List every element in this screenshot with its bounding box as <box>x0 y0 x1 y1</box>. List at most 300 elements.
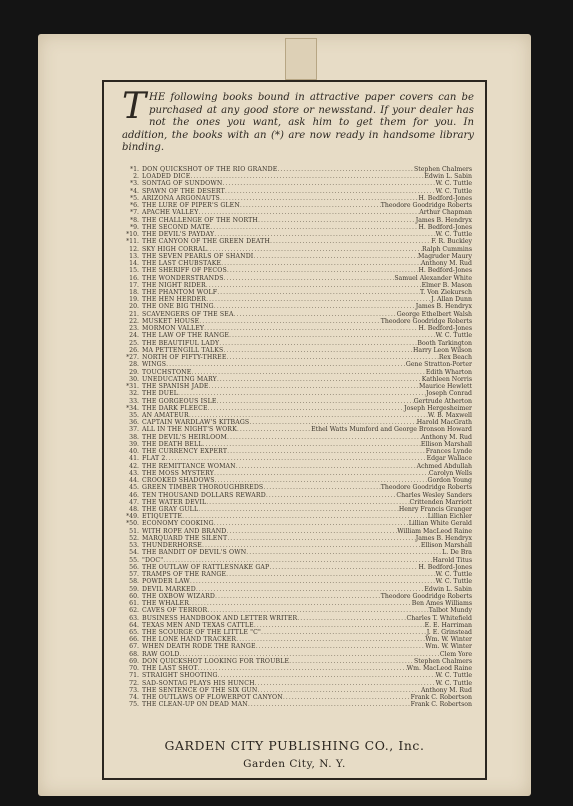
book-author: Frank C. Robertson <box>410 694 472 702</box>
cover-tab <box>285 38 317 80</box>
book-author: Anthony M. Rud <box>421 433 472 441</box>
book-number: 45. <box>129 484 139 492</box>
book-author: Elmer B. Mason <box>421 281 472 289</box>
book-number: 20. <box>129 303 139 311</box>
book-entry <box>122 672 472 679</box>
leader-dots <box>222 180 435 187</box>
book-author: Theodore Goodridge Roberts <box>380 317 472 325</box>
book-entry <box>122 260 472 267</box>
leader-dots <box>166 361 406 368</box>
book-title: THE CURRENCY EXPERT <box>142 448 228 456</box>
book-author: Booth Tarkington <box>417 339 472 347</box>
book-author: Stephen Chalmers <box>414 657 472 665</box>
leader-dots <box>190 578 436 585</box>
book-entry <box>122 549 472 556</box>
book-author: Frances Lynde <box>425 448 472 456</box>
leader-dots <box>182 513 428 520</box>
leader-dots <box>208 405 404 412</box>
book-number: 15. <box>129 267 139 275</box>
leader-dots <box>258 217 416 224</box>
book-title: THE WATER DEVIL <box>142 498 207 506</box>
book-number: 62. <box>129 607 139 615</box>
book-title: THE MOSS MYSTERY <box>142 469 215 477</box>
book-entry <box>122 347 472 354</box>
book-number: 47. <box>129 498 139 506</box>
book-title: WHEN DEATH RODE THE RANGE <box>142 643 256 651</box>
book-number: *31. <box>126 383 139 391</box>
book-entry <box>122 195 472 202</box>
book-number: 54. <box>129 549 139 557</box>
book-number: 33. <box>129 397 139 405</box>
leader-dots <box>214 303 416 310</box>
leader-dots <box>207 246 422 253</box>
leader-dots <box>215 593 381 600</box>
book-author: W. C. Tuttle <box>435 180 472 188</box>
book-author: Charles T. Whitefield <box>406 614 472 622</box>
book-author: H. Bedford-Jones <box>418 563 472 571</box>
book-entry <box>122 484 472 491</box>
book-author: W. C. Tuttle <box>435 679 472 687</box>
book-number: 26. <box>129 346 139 354</box>
book-title: WITH ROPE AND BRAND <box>142 527 227 535</box>
book-entry <box>122 477 472 484</box>
book-title: TRAMPS OF THE RANGE <box>142 571 227 579</box>
book-number: *27. <box>126 354 139 362</box>
book-title: FLAT 2 <box>142 455 166 463</box>
book-title: THE DUEL <box>142 390 179 398</box>
book-title: MORMON VALLEY <box>142 325 205 333</box>
book-author: Arthur Chapman <box>419 209 472 217</box>
book-entry <box>122 202 472 209</box>
book-author: Gene Stratton-Porter <box>405 361 472 369</box>
book-number: 61. <box>129 600 139 608</box>
book-entry <box>122 426 472 433</box>
book-title: THE BANDIT OF DEVIL'S OWN <box>142 549 247 557</box>
book-entry <box>122 463 472 470</box>
book-author: James B. Hendryx <box>415 216 472 224</box>
leader-dots <box>229 332 436 339</box>
book-author: W. C. Tuttle <box>435 578 472 586</box>
book-number: *6. <box>130 202 139 210</box>
leader-dots <box>240 202 381 209</box>
book-number: 70. <box>129 665 139 673</box>
leader-dots <box>283 694 411 701</box>
book-title: CAPTAIN WARDLAW'S KITBAGS <box>142 419 250 427</box>
book-author: H. Bedford-Jones <box>418 194 472 202</box>
book-title: LOADED DICE <box>142 173 191 181</box>
book-number: 56. <box>129 563 139 571</box>
book-entry <box>122 578 472 585</box>
book-title: THE WONDERSTRANDS <box>142 274 224 282</box>
book-author: Anthony M. Rud <box>421 260 472 268</box>
book-entry <box>122 405 472 412</box>
leader-dots <box>214 520 409 527</box>
book-number: 59. <box>129 585 139 593</box>
book-title: CAVES OF TERROR <box>142 607 208 615</box>
book-entry <box>122 217 472 224</box>
book-number: 67. <box>129 643 139 651</box>
leader-dots <box>221 260 421 267</box>
book-entry <box>122 694 472 701</box>
book-entry <box>122 166 472 173</box>
leader-dots <box>198 506 399 513</box>
book-title: CROOKED SHADOWS <box>142 477 215 485</box>
book-author: F. R. Buckley <box>431 238 472 246</box>
book-entry <box>122 636 472 643</box>
book-entry <box>122 571 472 578</box>
book-author: J. E. Grinstead <box>426 629 472 636</box>
leader-dots <box>198 665 407 672</box>
book-number: 29. <box>129 368 139 376</box>
book-author: Edith Wharton <box>425 368 472 376</box>
book-author: Magruder Maury <box>418 252 472 260</box>
book-title: DON QUICKSHOT LOOKING FOR TROUBLE <box>142 657 290 665</box>
book-number: 24. <box>129 332 139 340</box>
book-title: THE LURE OF PIPER'S GLEN <box>142 202 240 210</box>
leader-dots <box>256 643 426 650</box>
book-author: Rex Beach <box>438 354 472 362</box>
book-title: THE LAST CHUBSTAKE <box>142 260 222 268</box>
book-entry <box>122 383 472 390</box>
book-entry <box>122 369 472 376</box>
book-title: THE CHALLENGE OF THE NORTH <box>142 216 258 224</box>
book-title: THE REMITTANCE WOMAN <box>142 462 236 470</box>
book-number: *7. <box>130 209 139 217</box>
book-entry <box>122 303 472 310</box>
book-number: 74. <box>129 694 139 702</box>
book-author: Charles Wesley Sanders <box>396 491 472 499</box>
book-author: H. Bedford-Jones <box>418 325 472 333</box>
leader-dots <box>202 542 421 549</box>
book-number: 72. <box>129 679 139 687</box>
book-title: THE LONE HAND TRACKER <box>142 636 237 644</box>
book-number: 21. <box>129 310 139 318</box>
leader-dots <box>227 448 426 455</box>
leader-dots <box>266 492 397 499</box>
leader-dots <box>206 499 409 506</box>
book-number: 35. <box>129 411 139 419</box>
leader-dots <box>206 282 422 289</box>
book-title: AN AMATEUR <box>142 411 189 419</box>
book-entry <box>122 296 472 303</box>
book-title: SONTAG OF SUNDOWN <box>142 180 223 188</box>
book-author: George Ethelbert Walsh <box>396 310 472 318</box>
leader-dots <box>297 615 406 622</box>
book-number: 37. <box>129 426 139 434</box>
book-author: Edgar Wallace <box>426 455 472 463</box>
book-title: SCAVENGERS OF THE SEA <box>142 310 234 318</box>
book-author: W. C. Tuttle <box>435 672 472 680</box>
leader-dots <box>257 687 421 694</box>
leader-dots <box>218 672 436 679</box>
book-entry <box>122 282 472 289</box>
book-number: 19. <box>129 296 139 304</box>
book-entry <box>122 325 472 332</box>
book-number: 63. <box>129 614 139 622</box>
leader-dots <box>289 658 414 665</box>
book-entry <box>122 253 472 260</box>
book-author: Wm. W. Winter <box>425 643 472 651</box>
book-title: THE PHANTOM WOLF <box>142 288 218 296</box>
book-number: 60. <box>129 592 139 600</box>
book-title: THE LAW OF THE RANGE <box>142 332 229 340</box>
book-author: W. C. Tuttle <box>435 332 472 340</box>
book-entry <box>122 180 472 187</box>
book-number: 58. <box>129 578 139 586</box>
leader-dots <box>223 347 413 354</box>
book-entry <box>122 513 472 520</box>
book-author: W. B. Maxwell <box>427 411 472 419</box>
book-entry <box>122 499 472 506</box>
book-entry <box>122 231 472 238</box>
book-entry <box>122 267 472 274</box>
drop-cap: T <box>122 86 147 127</box>
book-author: Theodore Goodridge Roberts <box>380 592 472 600</box>
leader-dots <box>220 195 418 202</box>
book-number: 13. <box>129 252 139 260</box>
book-title: UNEDUCATING MARY <box>142 375 217 383</box>
leader-dots <box>263 484 380 491</box>
book-entry <box>122 506 472 513</box>
book-title: THE DEATH BELL <box>142 440 203 448</box>
book-author: E. E. Harriman <box>424 621 472 629</box>
publisher-place: Garden City, N. Y. <box>243 758 346 770</box>
book-author: Wm. MacLeod Raine <box>406 665 472 673</box>
leader-dots <box>237 426 311 433</box>
book-author: Joseph Hergesheimer <box>404 404 472 412</box>
book-number: 55. <box>129 556 139 564</box>
book-list <box>122 166 472 709</box>
book-number: 64. <box>129 621 139 629</box>
book-title: THE SECOND MATE <box>142 223 211 231</box>
book-entry <box>122 340 472 347</box>
book-author: Carolyn Wells <box>428 469 472 477</box>
book-number: 36. <box>129 419 139 427</box>
book-entry <box>122 354 472 361</box>
book-number: 42. <box>129 462 139 470</box>
book-author: Joseph Conrad <box>425 390 472 398</box>
book-title: RAW GOLD <box>142 650 180 658</box>
book-entry <box>122 593 472 600</box>
book-title: THE SEVEN PEARLS OF SHANDI <box>142 252 254 260</box>
book-title: THE LAST SHOT <box>142 665 198 673</box>
book-author: Frank C. Robertson <box>410 701 472 709</box>
book-author: Wm. W. Winter <box>425 636 472 644</box>
book-number: *1. <box>130 166 139 173</box>
book-entry <box>122 455 472 462</box>
leader-dots <box>227 267 419 274</box>
leader-dots <box>189 412 428 419</box>
book-number: 52. <box>129 534 139 542</box>
leader-dots <box>270 238 431 245</box>
book-number: *49. <box>126 513 139 521</box>
book-number: 12. <box>129 245 139 253</box>
book-author: James B. Hendryx <box>415 534 472 542</box>
book-number: 41. <box>129 455 139 463</box>
leader-dots <box>209 383 419 390</box>
leader-dots <box>219 340 417 347</box>
book-title: SKY HIGH CORRAL <box>142 245 207 253</box>
book-title: MA PETTENGILL TALKS <box>142 346 224 354</box>
book-number: 32. <box>129 390 139 398</box>
leader-dots <box>224 275 395 282</box>
leader-dots <box>217 376 422 383</box>
book-author: Ethel Watts Mumford and George Bronson Howard <box>311 426 472 434</box>
book-entry <box>122 173 472 180</box>
leader-dots <box>203 441 421 448</box>
leader-dots <box>236 636 425 643</box>
leader-dots <box>206 296 431 303</box>
leader-dots <box>191 369 425 376</box>
book-author: T. Von Ziekursch <box>420 288 472 296</box>
book-author: Ben Ames Williams <box>411 600 472 608</box>
book-title: STRAIGHT SHOOTING <box>142 672 218 680</box>
book-number: 44. <box>129 477 139 485</box>
book-author: Edwin L. Sabin <box>424 585 472 593</box>
book-number: 25. <box>129 339 139 347</box>
book-number: *8. <box>130 216 139 224</box>
book-title: THE SENTENCE OF THE SIX GUN <box>142 686 258 694</box>
leader-dots <box>178 390 426 397</box>
leader-dots <box>217 398 414 405</box>
leader-dots <box>226 571 435 578</box>
book-title: THE BEAUTIFUL LADY <box>142 339 220 347</box>
book-author: Ralph Cummins <box>422 245 472 253</box>
leader-dots <box>249 419 416 426</box>
book-entry <box>122 332 472 339</box>
book-author: Anthony M. Rud <box>421 686 472 694</box>
leader-dots <box>227 434 421 441</box>
book-number: *5. <box>130 194 139 202</box>
book-number: *11. <box>126 238 139 246</box>
book-title: NORTH OF FIFTY-THREE <box>142 354 227 362</box>
book-author: Samuel Alexander White <box>394 274 472 282</box>
book-entry <box>122 448 472 455</box>
book-entry <box>122 701 472 708</box>
book-title: SPAWN OF THE DESERT <box>142 187 225 195</box>
book-entry <box>122 658 472 665</box>
book-title: THE SHERIFF OF PECOS <box>142 267 227 275</box>
book-entry <box>122 412 472 419</box>
leader-dots <box>254 622 425 629</box>
book-author: W. C. Tuttle <box>435 187 472 195</box>
book-number: 23. <box>129 325 139 333</box>
book-author: Edwin L. Sabin <box>424 173 472 181</box>
book-entry <box>122 246 472 253</box>
book-author: Crittenden Marriott <box>409 498 472 506</box>
book-entry <box>122 680 472 687</box>
book-entry <box>122 209 472 216</box>
book-title: THE WHALER <box>142 600 190 608</box>
book-entry <box>122 607 472 614</box>
leader-dots <box>214 470 429 477</box>
book-number: *50. <box>126 520 139 528</box>
book-title: THE GRAY GULL <box>142 506 199 514</box>
leader-dots <box>236 463 417 470</box>
book-title: POWDER LAW <box>142 578 190 586</box>
book-author: Henry Francis Granger <box>398 506 472 514</box>
book-author: Talbot Mundy <box>428 607 472 615</box>
leader-dots <box>180 651 440 658</box>
book-title: APACHE VALLEY <box>142 209 199 217</box>
leader-dots <box>215 477 428 484</box>
book-number: 30. <box>129 375 139 383</box>
book-number: *10. <box>126 231 139 239</box>
book-number: 68. <box>129 650 139 658</box>
book-title: THE DARK FLEECE <box>142 404 208 412</box>
book-number: 2. <box>133 173 139 181</box>
book-title: THE ONE BIG THING <box>142 303 214 311</box>
book-author: Gordon Young <box>427 477 472 485</box>
book-number: *34. <box>126 404 139 412</box>
book-title: MUSKET HOUSE <box>142 317 200 325</box>
book-entry <box>122 311 472 318</box>
leader-dots <box>234 311 397 318</box>
book-author: H. Bedford-Jones <box>418 223 472 231</box>
book-title: WINGS <box>142 361 167 369</box>
leader-dots <box>248 701 411 708</box>
book-author: Ellison Marshall <box>420 440 472 448</box>
book-title: GREEN TIMBER THOROUGHBREDS <box>142 484 264 492</box>
leader-dots <box>246 549 442 556</box>
book-author: Harold Titus <box>432 556 472 564</box>
book-entry <box>122 376 472 383</box>
book-author: Harry Leon Wilson <box>412 346 472 354</box>
leader-dots <box>253 253 418 260</box>
book-entry <box>122 629 472 636</box>
leader-dots <box>165 455 426 462</box>
book-entry <box>122 470 472 477</box>
leader-dots <box>198 209 419 216</box>
book-entry <box>122 615 472 622</box>
book-title: ECONOMY COOKING <box>142 520 214 528</box>
book-number: 75. <box>129 701 139 709</box>
book-entry <box>122 419 472 426</box>
leader-dots <box>190 173 424 180</box>
book-title: TOUCHSTONE <box>142 368 192 376</box>
book-title: DON QUICKSHOT OF THE RIO GRANDE <box>142 166 278 173</box>
book-title: THE CLEAN-UP ON DEAD MAN <box>142 701 248 709</box>
leader-dots <box>163 557 432 564</box>
book-number: 65. <box>129 629 139 636</box>
book-entry <box>122 361 472 368</box>
book-author: Clem Yore <box>439 650 472 658</box>
book-title: ARIZONA ARGONAUTS <box>142 194 220 202</box>
book-entry <box>122 564 472 571</box>
book-title: "DOC" <box>142 556 164 564</box>
book-author: William MacLeod Raine <box>397 527 472 535</box>
book-entry <box>122 687 472 694</box>
book-number: 38. <box>129 433 139 441</box>
book-title: MARQUARD THE SILENT <box>142 534 228 542</box>
book-number: 39. <box>129 440 139 448</box>
book-entry <box>122 492 472 499</box>
leader-dots <box>204 325 418 332</box>
intro-paragraph <box>122 86 474 155</box>
book-author: Achmed Abdullah <box>416 462 472 470</box>
book-entry <box>122 238 472 245</box>
book-number: 14. <box>129 260 139 268</box>
book-entry <box>122 586 472 593</box>
book-title: THE HEN HERDER <box>142 296 207 304</box>
book-number: 73. <box>129 686 139 694</box>
leader-dots <box>227 535 415 542</box>
book-author: L. De Bra <box>442 549 472 557</box>
book-entry <box>122 289 472 296</box>
book-author: Gertrude Atherton <box>413 397 472 405</box>
leader-dots <box>199 318 380 325</box>
leader-dots <box>196 586 425 593</box>
